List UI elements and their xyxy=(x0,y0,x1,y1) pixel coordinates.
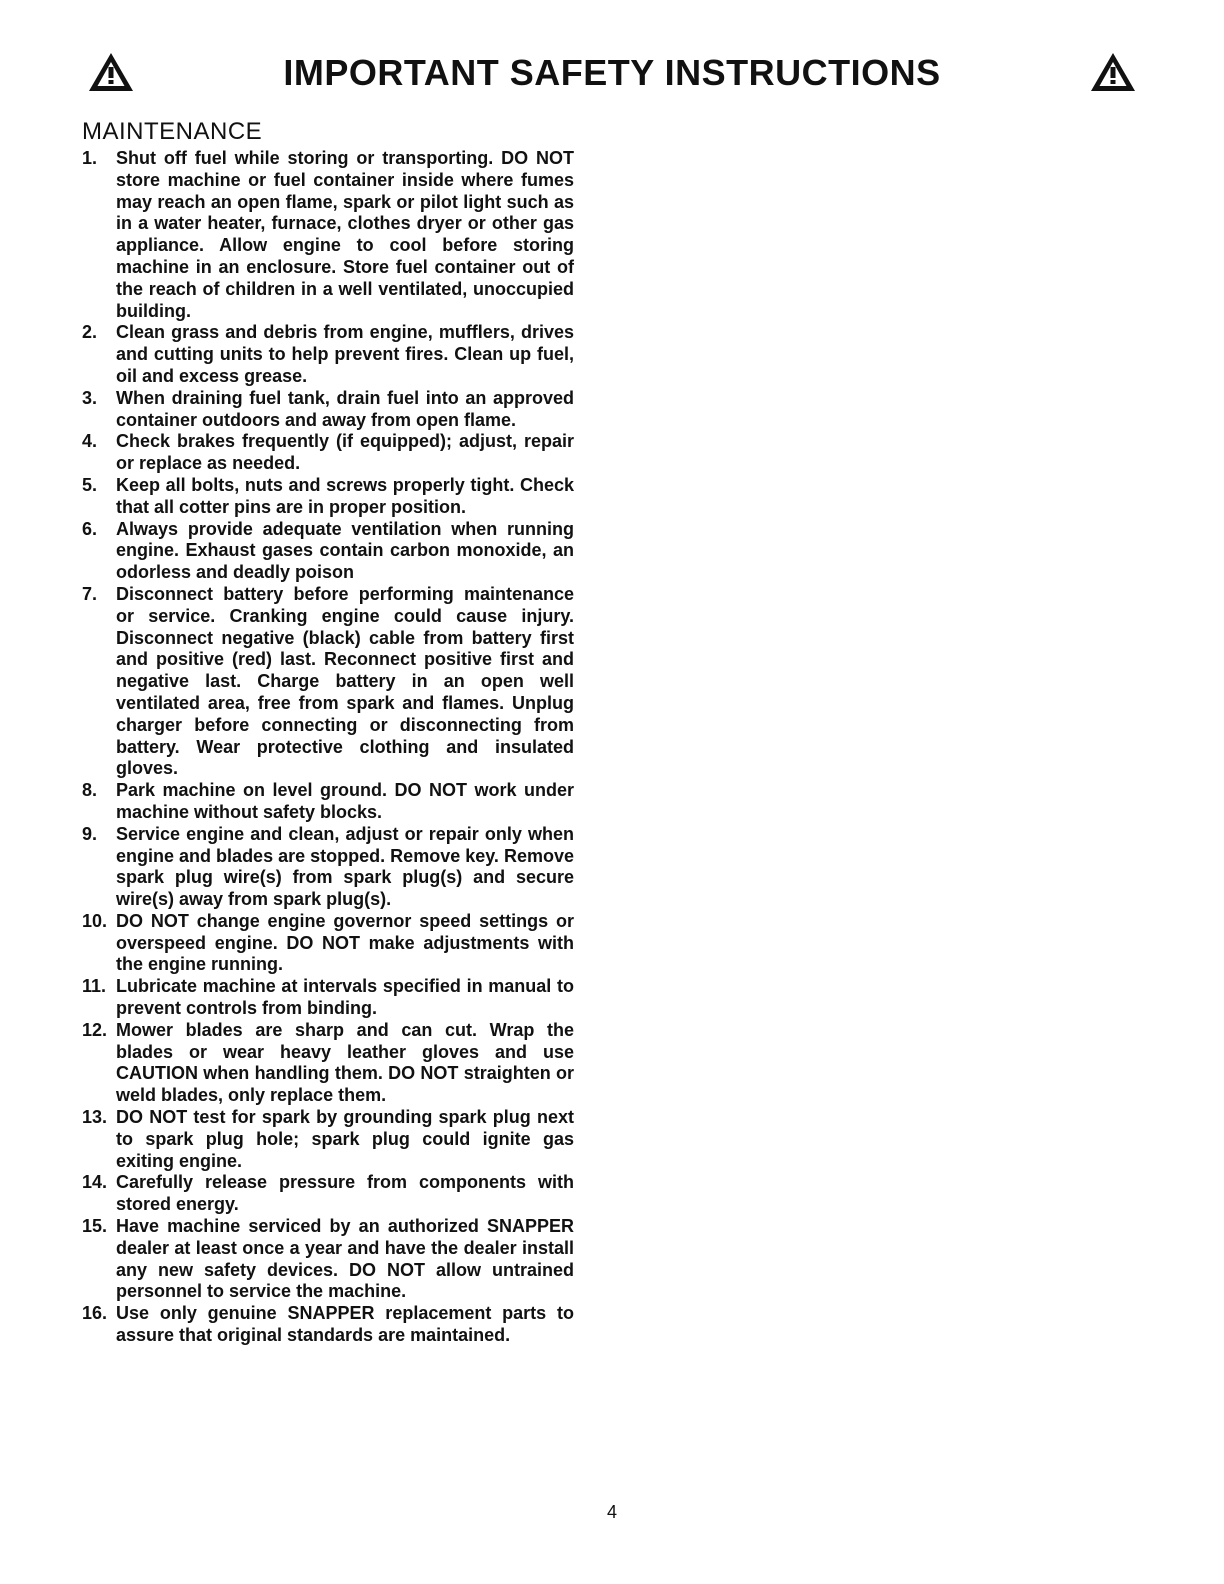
item-number: 15. xyxy=(82,1216,108,1237)
item-number: 8. xyxy=(82,780,98,801)
item-number: 12. xyxy=(82,1019,108,1040)
list-item xyxy=(82,148,574,322)
item-text: DO NOT test for spark by grounding spark plug next to spark plug hole; spark plug could ignite gas exiting engine. xyxy=(116,1107,574,1171)
item-text: Service engine and clean, adjust or repair only when engine and blades are stopped. Remove key. Remove spark plug wire(s) from spark plug(s) and secure wire(s) away from spark plug(s). xyxy=(116,823,574,910)
item-text: Disconnect battery before performing maintenance or service. Cranking engine could cause injury. Disconnect negative (black) cable from battery first and positive (red) last. Reconnect positive first and negative last. Charge battery in an open well ventilated area, free from spark and flames. Unplug charger before connecting or disconnecting from battery. Wear protective clothing and insulated gloves. xyxy=(116,583,574,779)
list-item xyxy=(82,322,574,387)
page-header xyxy=(80,50,1144,106)
list-item xyxy=(82,584,574,780)
item-text: Shut off fuel while storing or transporting. DO NOT store machine or fuel container inside where fumes may reach an open flame, spark or pilot light such as in a water heater, furnace, clothes dryer or other gas appliance. Allow engine to cool before storing machine in an enclosure. Store fuel container out of the reach of children in a well ventilated, unoccupied building. xyxy=(116,148,574,321)
item-text: Always provide adequate ventilation when running engine. Exhaust gases contain carbon monoxide, an odorless and deadly poison xyxy=(116,518,574,583)
item-number: 14. xyxy=(82,1172,108,1193)
list-item xyxy=(82,1107,574,1172)
item-text: Park machine on level ground. DO NOT work under machine without safety blocks. xyxy=(116,780,574,822)
list-item xyxy=(82,519,574,584)
item-number: 4. xyxy=(82,431,98,452)
item-number: 1. xyxy=(82,148,98,168)
list-item xyxy=(82,388,574,432)
item-number: 3. xyxy=(82,387,98,408)
item-number: 10. xyxy=(82,910,108,931)
page-number: 4 xyxy=(606,1502,617,1522)
item-number: 13. xyxy=(82,1107,108,1128)
item-text: When draining fuel tank, drain fuel into an approved container outdoors and away from open flame. xyxy=(116,387,574,430)
item-number: 9. xyxy=(82,823,98,844)
list-item xyxy=(82,1172,574,1216)
item-text: Carefully release pressure from components with stored energy. xyxy=(116,1172,574,1215)
item-text: Clean grass and debris from engine, mufflers, drives and cutting units to help prevent fires. Clean up fuel, oil and excess grease. xyxy=(116,322,574,386)
item-number: 11. xyxy=(82,976,107,997)
maintenance-list xyxy=(82,148,574,1347)
list-item xyxy=(82,475,574,519)
item-text: Have machine serviced by an authorized SNAPPER dealer at least once a year and have the dealer install any new safety devices. DO NOT allow untrained personnel to service the machine. xyxy=(116,1216,574,1302)
item-text: Use only genuine SNAPPER replacement parts to assure that original standards are maintained. xyxy=(116,1303,574,1346)
list-item xyxy=(82,976,574,1020)
list-item xyxy=(82,780,574,824)
item-text: Lubricate machine at intervals specified in manual to prevent controls from binding. xyxy=(116,976,574,1019)
item-text: Keep all bolts, nuts and screws properly tight. Check that all cotter pins are in proper position. xyxy=(116,474,574,517)
item-number: 2. xyxy=(82,322,98,343)
item-number: 16. xyxy=(82,1303,108,1324)
maintenance-section xyxy=(82,118,574,1347)
list-item xyxy=(82,824,574,911)
item-text: Mower blades are sharp and can cut. Wrap the blades or wear heavy leather gloves and use CAUTION when handling them. DO NOT straighten or weld blades, only replace them. xyxy=(116,1019,574,1106)
warning-triangle-icon xyxy=(1090,52,1136,92)
item-number: 6. xyxy=(82,518,98,539)
list-item xyxy=(82,911,574,976)
list-item xyxy=(82,1216,574,1303)
item-number: 7. xyxy=(82,583,98,604)
section-heading: MAINTENANCE xyxy=(82,118,263,145)
item-text: Check brakes frequently (if equipped); adjust, repair or replace as needed. xyxy=(116,431,574,474)
list-item xyxy=(82,1020,574,1107)
page-title: IMPORTANT SAFETY INSTRUCTIONS xyxy=(283,52,941,93)
list-item xyxy=(82,431,574,475)
item-text: DO NOT change engine governor speed settings or overspeed engine. DO NOT make adjustments with the engine running. xyxy=(116,910,574,975)
item-number: 5. xyxy=(82,474,98,495)
list-item xyxy=(82,1303,574,1347)
